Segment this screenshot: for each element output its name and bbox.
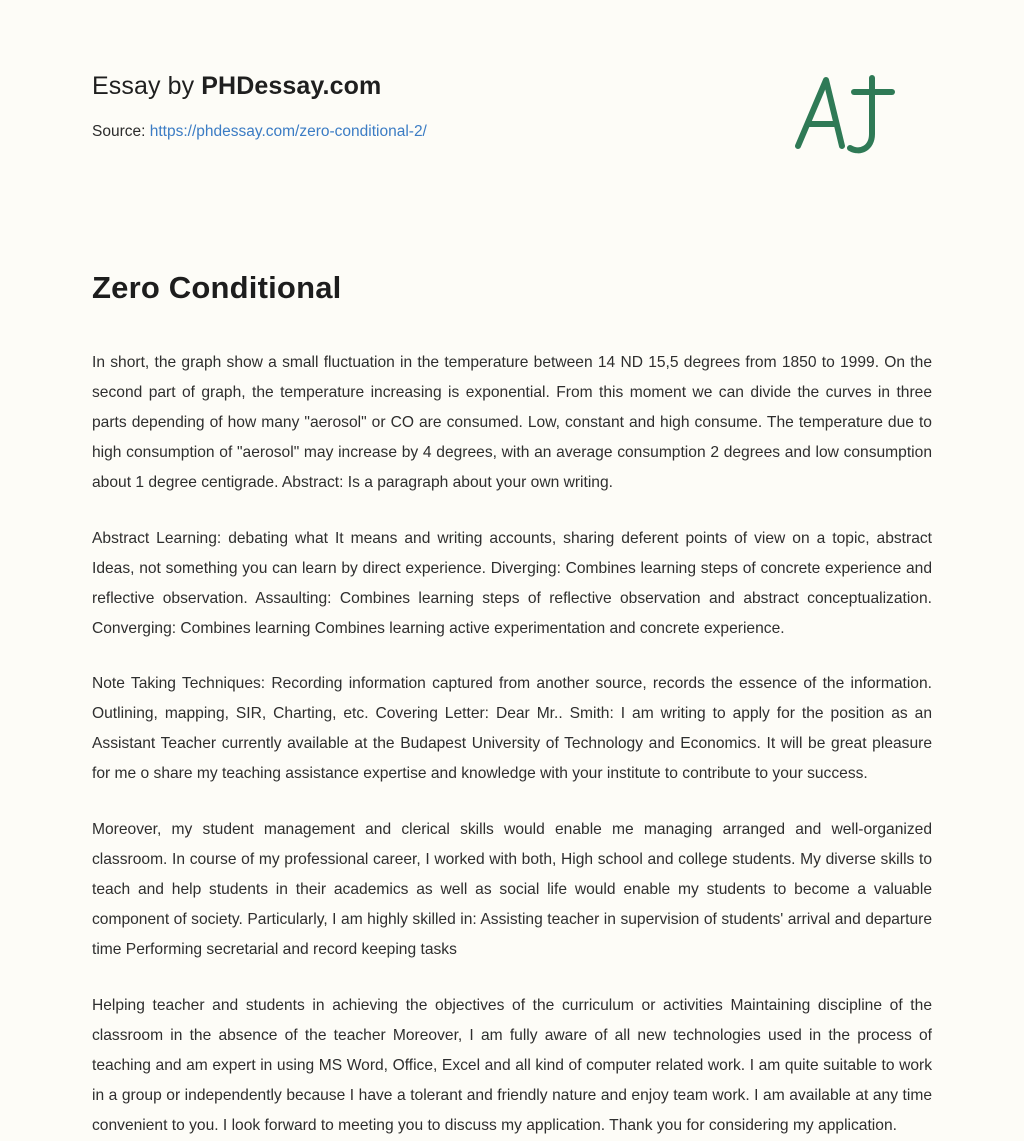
paragraph: Moreover, my student management and clerical skills would enable me managing arranged and well-organized classroom. In course of my professional career, I worked with both, High school and college students. My diverse skills to teach and help students in their academics as well as social life would enable my students to become a valuable component of society. Particularly, I am highly skilled in: Assisting teacher in supervision of students' arrival and departure time Performing secretarial and record keeping tasks bbox=[92, 821, 932, 958]
paragraph: Abstract Learning: debating what It means and writing accounts, sharing deferent points of view on a topic, abstract Ideas, not something you can learn by direct experience. Diverging: Combines learning steps of concrete experience and reflective observation. Assaulting: Combines learning steps of reflective observation and abstract conceptualization. Converging: Combines learning Combines learning active experimentation and concrete experience. bbox=[92, 529, 932, 637]
phdessay-logo-icon bbox=[780, 62, 910, 172]
document-body bbox=[92, 348, 932, 1141]
page-title: Zero Conditional bbox=[92, 270, 342, 305]
paragraph: Helping teacher and students in achieving the objectives of the curriculum or activities Maintaining discipline of the classroom in the absence of the teacher Moreover, I am fully aware of all new technologies used in the process of teaching and am expert in using MS Word, Office, Excel and all kind of computer related work. I am quite suitable to work in a group or independently because I have a tolerant and friendly nature and enjoy team work. I am available at any time convenient to you. I look forward to meeting you to discuss my application. Thank you for considering my application. bbox=[92, 996, 932, 1134]
paragraph: In short, the graph show a small fluctuation in the temperature between 14 ND 15,5 degrees from 1850 to 1999. On the second part of graph, the temperature increasing is exponential. From this moment we can divide the curves in three parts depending of how many "aerosol" or CO are consumed. Low, constant and high consume. The temperature due to high consumption of "aerosol" may increase by 4 degrees, with an average consumption 2 degrees and low consumption about 1 degree centigrade. Abstract: Is a paragraph about your own writing. bbox=[92, 354, 932, 491]
document-header bbox=[92, 56, 932, 196]
brand-name: PHDessay.com bbox=[201, 72, 382, 100]
paragraph: Note Taking Techniques: Recording information captured from another source, records the essence of the information. Outlining, mapping, SIR, Charting, etc. Covering Letter: Dear Mr.. Smith: I am writing to apply for the position as an Assistant Teacher currently available at the Budapest University of Technology and Economics. It will be great pleasure for me o share my teaching assistance expertise and knowledge with your institute to contribute to your success. bbox=[92, 675, 932, 783]
source-url-link[interactable]: https://phdessay.com/zero-conditional-2/ bbox=[149, 123, 427, 140]
source-label: Source: bbox=[92, 123, 150, 140]
brand-prefix: Essay by bbox=[92, 72, 202, 100]
